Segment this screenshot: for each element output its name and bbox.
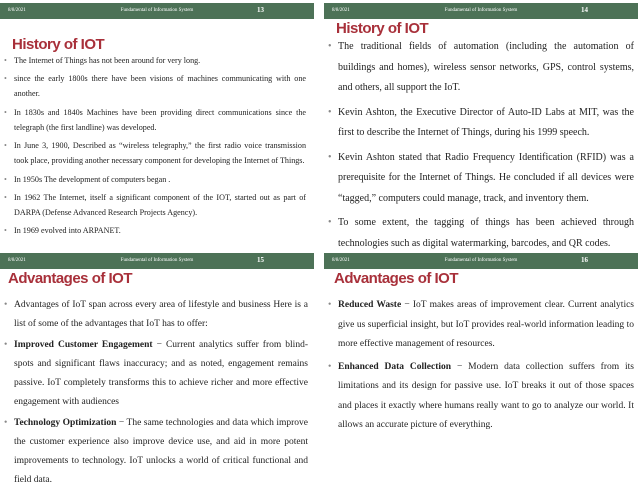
bullet-item: • In 1962 The Internet, itself a significant component of the IOT, started out as part of DARPA (Defense Advanced Research Projects Agency). [4,190,306,220]
slide-date: 8/8/2021 [332,258,350,263]
slide-header-bar [324,253,638,269]
slide-footer-text: Fundamental of Information System [120,8,194,13]
slide-title: Advantages of IOT [8,270,133,287]
bullet-item [328,358,634,436]
bullet-list [4,53,306,242]
bullet-item [328,296,634,355]
bullet-list [4,296,308,492]
bullet-item: • In 1830s and 1840s Machines have been providing direct communications since the telegraph (the first landline) was developed. [4,105,306,135]
slide-14 [324,0,638,249]
slide-date: 8/8/2021 [332,8,350,13]
slide-number: 13 [257,6,264,14]
bullet-list [328,37,634,258]
bullet-list [328,296,634,439]
slide-footer-text: Fundamental of Information System [444,258,518,263]
bullet-item [4,296,308,334]
bullet-item [4,336,308,412]
slide-header-bar [0,3,314,19]
bullet-text: − Modern data collection suffers from its limitations and its design for passive use. IoT breaks it out of those spaces and places it exactly where humans really want to go to analyze our world. It allows an accurate picture of everything. [338,361,634,430]
slide-13 [0,0,314,240]
slide-footer-text: Fundamental of Information System [120,258,194,263]
bullet-item: • since the early 1800s there have been visions of machines communicating with one another. [4,71,306,101]
slide-number: 15 [257,256,264,264]
bullet-lead: Enhanced Data Collection [338,361,452,372]
bullet-text: − IoT makes areas of improvement clear. Current analytics give us superficial insight, but IoT provides real-world information leading to more effective management of resources. [338,300,635,349]
bullet-item: • In 1950s The development of computers began . [4,172,306,187]
slide-date: 8/8/2021 [8,8,26,13]
slide-header-bar [0,253,314,269]
slide-number: 14 [581,6,588,14]
slide-date: 8/8/2021 [8,258,26,263]
bullet-text: Advantages of IoT span across every area of lifestyle and business Here is a list of some of the advantages that IoT has to offer: [14,300,308,329]
bullet-item: • In 1969 evolved into ARPANET. [4,223,306,238]
bullet-item: • Kevin Ashton, the Executive Director of Auto-ID Labs at MIT, was the first to describe the Internet of Things, during his 1999 speech. [328,103,634,144]
bullet-item [4,414,308,490]
bullet-item: • The Internet of Things has not been around for very long. [4,53,306,68]
bullet-item: • Kevin Ashton stated that Radio Frequency Identification (RFID) was a prerequisite for the Internet of Things. He concluded if all devices were “tagged,” computers could manage, track, and inventory them. [328,148,634,210]
slide-title: Advantages of IOT [334,270,459,287]
bullet-lead: Technology Optimization [14,418,117,428]
slide-16 [324,250,638,490]
bullet-lead: Improved Customer Engagement [14,340,153,350]
slide-number: 16 [581,256,588,264]
slide-title: History of IOT [336,20,429,37]
bullet-text: − Current analytics suffer from blind-spots and significant flaws inaccuracy; and as noted, engagement remains passive. IoT completely transforms this to achieve richer and more effective engagement with audiences [14,340,308,407]
slide-footer-text: Fundamental of Information System [444,8,518,13]
slide-15 [0,250,314,490]
bullet-item: • The traditional fields of automation (including the automation of buildings and homes), wireless sensor networks, GPS, control systems, and others, all support the IoT. [328,37,634,99]
bullet-text: − The same technologies and data which improve the customer experience also improve device use, and aid in more potent improvements to technology. IoT unlocks a world of critical functional and field data. [14,418,309,485]
bullet-item: • To some extent, the tagging of things has been achieved through technologies such as digital watermarking, barcodes, and QR codes. [328,213,634,254]
slide-header-bar [324,3,638,19]
slide-title: History of IOT [12,36,105,53]
bullet-lead: Reduced Waste [338,300,402,310]
bullet-item: • In June 3, 1900, Described as “wireless telegraphy,” the first radio voice transmission took place, providing another necessary component for developing the Internet of Things. [4,138,306,168]
